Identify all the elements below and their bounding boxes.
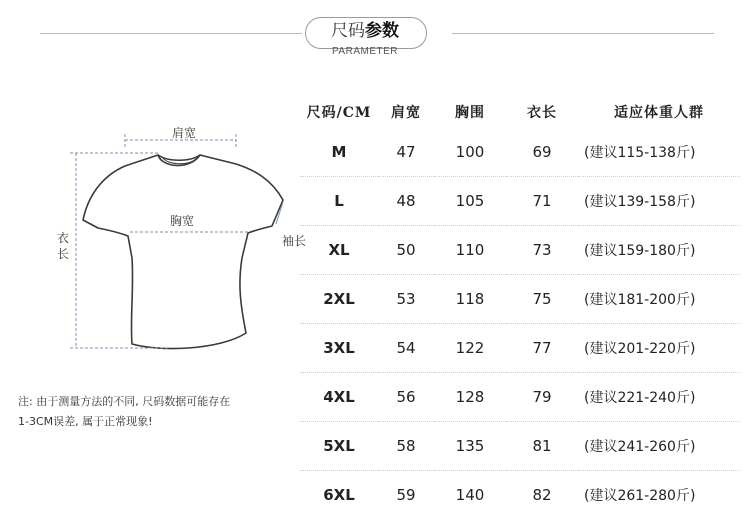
sleeve-label: 袖长 (282, 232, 306, 249)
cell-chest: 105 (434, 177, 506, 226)
header-shoulder: 肩宽 (378, 96, 434, 128)
cell-length: 81 (506, 422, 578, 471)
cell-length: 73 (506, 226, 578, 275)
cell-length: 79 (506, 373, 578, 422)
table-row (300, 422, 740, 471)
cell-chest: 128 (434, 373, 506, 422)
cell-weight: (建议139-158斤) (578, 177, 740, 226)
cell-shoulder: 58 (378, 422, 434, 471)
table-header-row (300, 96, 740, 128)
cell-shoulder: 54 (378, 324, 434, 373)
chest-label: 胸宽 (170, 212, 194, 229)
header-divider-right (452, 33, 714, 34)
cell-shoulder: 50 (378, 226, 434, 275)
cell-size: 5XL (300, 422, 378, 471)
table-row (300, 128, 740, 177)
table-row (300, 471, 740, 519)
cell-chest: 122 (434, 324, 506, 373)
size-table (300, 96, 740, 519)
cell-length: 77 (506, 324, 578, 373)
table-row (300, 373, 740, 422)
cell-weight: (建议115-138斤) (578, 128, 740, 177)
note-line-1: 注: 由于测量方法的不同, 尺码数据可能存在 (18, 392, 313, 412)
note-line-2: 1-3CM误差, 属于正常现象! (18, 412, 313, 432)
cell-chest: 110 (434, 226, 506, 275)
cell-weight: (建议181-200斤) (578, 275, 740, 324)
page-subtitle: PARAMETER (305, 46, 425, 57)
header-divider-left (40, 33, 302, 34)
cell-size: 6XL (300, 471, 378, 519)
title-bold: 参数 (365, 21, 399, 41)
cell-weight: (建议221-240斤) (578, 373, 740, 422)
header-weight: 适应体重人群 (578, 96, 740, 128)
shoulder-label: 肩宽 (172, 124, 196, 141)
cell-shoulder: 53 (378, 275, 434, 324)
table-row (300, 275, 740, 324)
cell-chest: 100 (434, 128, 506, 177)
cell-size: 3XL (300, 324, 378, 373)
cell-length: 69 (506, 128, 578, 177)
tshirt-outline (83, 155, 283, 349)
cell-length: 75 (506, 275, 578, 324)
cell-size: L (300, 177, 378, 226)
cell-weight: (建议261-280斤) (578, 471, 740, 519)
cell-weight: (建议201-220斤) (578, 324, 740, 373)
length-label: 衣长 (56, 230, 70, 262)
cell-shoulder: 48 (378, 177, 434, 226)
cell-size: XL (300, 226, 378, 275)
cell-shoulder: 47 (378, 128, 434, 177)
cell-chest: 118 (434, 275, 506, 324)
table-row (300, 226, 740, 275)
cell-chest: 140 (434, 471, 506, 519)
cell-length: 82 (506, 471, 578, 519)
cell-weight: (建议241-260斤) (578, 422, 740, 471)
table-row (300, 324, 740, 373)
table-row (300, 177, 740, 226)
page-title (305, 16, 425, 46)
header-length: 衣长 (506, 96, 578, 128)
cell-weight: (建议159-180斤) (578, 226, 740, 275)
header-chest: 胸围 (434, 96, 506, 128)
cell-shoulder: 59 (378, 471, 434, 519)
title-normal: 尺码 (331, 21, 365, 41)
cell-chest: 135 (434, 422, 506, 471)
cell-size: 4XL (300, 373, 378, 422)
measurement-note (18, 392, 313, 432)
cell-size: M (300, 128, 378, 177)
tshirt-diagram (50, 118, 300, 363)
cell-size: 2XL (300, 275, 378, 324)
cell-shoulder: 56 (378, 373, 434, 422)
header-size: 尺码/CM (300, 96, 378, 128)
cell-length: 71 (506, 177, 578, 226)
